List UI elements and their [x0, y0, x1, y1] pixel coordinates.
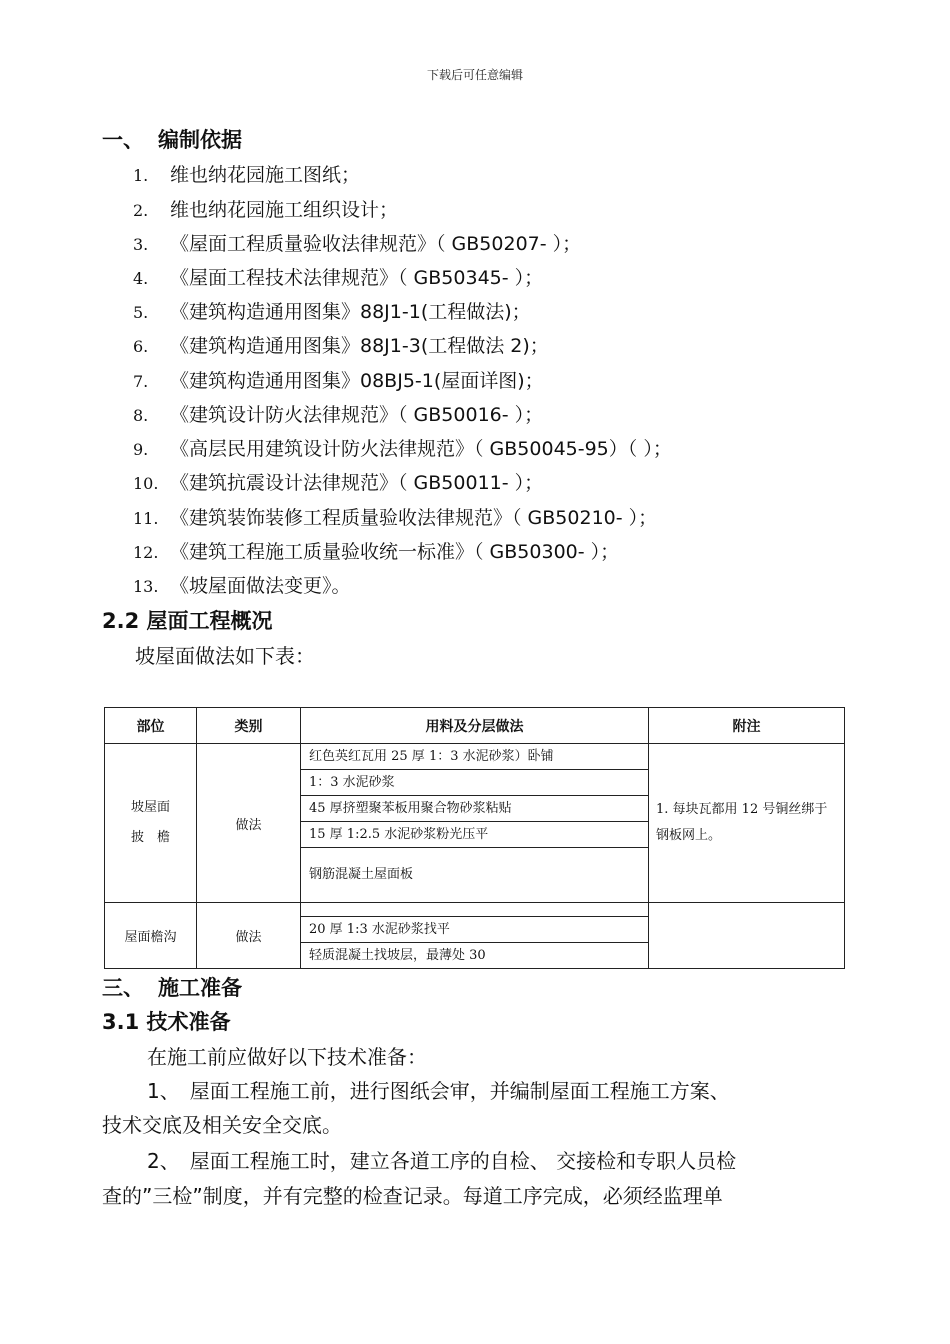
- item-text: 《坡屋面做法变更》。: [170, 575, 351, 597]
- paragraph-line: 1、 屋面工程施工前，进行图纸会审，并编制屋面工程施工方案、: [147, 1079, 730, 1103]
- item-number: 7.: [133, 372, 149, 391]
- item-number: 11.: [133, 509, 159, 528]
- item-text: 维也纳花园施工图纸；: [170, 164, 361, 186]
- list-item: [133, 434, 672, 461]
- item-number: 10.: [133, 474, 159, 493]
- item-number: 3.: [133, 235, 149, 254]
- item-text: 《高层民用建筑设计防火法律规范》（ GB50045-95）（ ）；: [170, 438, 672, 460]
- item-text: 维也纳花园施工组织设计；: [170, 199, 399, 221]
- item-number: 4.: [133, 269, 149, 288]
- paragraph-intro: 在施工前应做好以下技术准备：: [147, 1045, 427, 1069]
- paragraph-line: 技术交底及相关安全交底。: [102, 1113, 342, 1137]
- note-cell: 1. 每块瓦都用 12 号铜丝绑于钢板网上。: [649, 744, 845, 903]
- layer-item: 钢筋混凝土屋面板: [309, 867, 414, 882]
- table-intro: 坡屋面做法如下表：: [135, 644, 315, 668]
- item-number: 1.: [133, 166, 149, 185]
- layers-cell: [301, 903, 649, 969]
- item-number: 8.: [133, 406, 149, 425]
- item-number: 12.: [133, 543, 159, 562]
- layers-cell: [301, 744, 649, 903]
- list-item: [133, 366, 544, 393]
- layer-item: 15 厚 1:2.5 水泥砂浆粉光压平: [301, 822, 648, 848]
- section-title: 施工准备: [158, 976, 242, 1000]
- table-row: [105, 744, 845, 903]
- list-item: [133, 297, 531, 324]
- category-cell: 做法: [197, 744, 301, 903]
- header-note: 附注: [649, 708, 845, 744]
- part-cell: [105, 744, 197, 903]
- list-item: [133, 503, 657, 530]
- item-text: 《建筑构造通用图集》08BJ5-1(屋面详图)；: [170, 370, 544, 392]
- list-item: [133, 331, 549, 358]
- item-text: 《建筑构造通用图集》88J1-3(工程做法 2)；: [170, 335, 549, 357]
- item-number: 13.: [133, 577, 159, 596]
- layer-item: 轻质混凝土找坡层，最薄处 30: [309, 948, 486, 963]
- section-number: 三、: [102, 976, 144, 1000]
- layer-item: 20 厚 1:3 水泥砂浆找平: [301, 917, 648, 943]
- list-item: [133, 263, 543, 290]
- layer-item: [301, 903, 648, 917]
- header-layers: 用料及分层做法: [301, 708, 649, 744]
- item-number: 5.: [133, 303, 149, 322]
- paragraph-line: 查的”三检”制度，并有完整的检查记录。每道工序完成，必须经监理单: [102, 1184, 723, 1208]
- note-cell: [649, 903, 845, 969]
- section-number: 一、: [102, 128, 144, 152]
- item-number: 9.: [133, 440, 149, 459]
- roof-method-table: [104, 707, 845, 969]
- table-header-row: [105, 708, 845, 744]
- item-number: 6.: [133, 337, 149, 356]
- layer-item: 红色英红瓦用 25 厚 1：3 水泥砂浆）卧铺: [301, 744, 648, 770]
- layer-item: 45 厚挤塑聚苯板用聚合物砂浆粘贴: [301, 796, 648, 822]
- item-text: 《建筑抗震设计法律规范》（ GB50011- ）；: [170, 472, 544, 494]
- list-item: [133, 195, 398, 222]
- part-line: 披 檐: [130, 830, 170, 845]
- list-item: [133, 400, 543, 427]
- item-text: 《屋面工程技术法律规范》（ GB50345- ）；: [170, 267, 544, 289]
- paragraph-line: 2、 屋面工程施工时，建立各道工序的自检、 交接检和专职人员检: [147, 1149, 737, 1173]
- category-cell: 做法: [197, 903, 301, 969]
- part-cell: 屋面檐沟: [105, 903, 197, 969]
- list-item: [133, 571, 351, 598]
- item-text: 《建筑工程施工质量验收统一标准》（ GB50300- ）；: [170, 541, 620, 563]
- table-row: [105, 903, 845, 969]
- download-note: 下载后可任意编辑: [426, 68, 523, 82]
- item-text: 《屋面工程质量验收法律规范》（ GB50207- ）；: [170, 233, 582, 255]
- item-text: 《建筑设计防火法律规范》（ GB50016- ）；: [170, 404, 544, 426]
- item-text: 《建筑装饰装修工程质量验收法律规范》（ GB50210- ）；: [170, 507, 658, 529]
- list-item: [133, 537, 619, 564]
- list-item: [133, 160, 360, 187]
- header-category: 类别: [197, 708, 301, 744]
- header-part: 部位: [105, 708, 197, 744]
- section-heading-2-2: 2.2 屋面工程概况: [102, 609, 273, 633]
- section-heading-1: [102, 124, 242, 154]
- section-title: 编制依据: [158, 128, 242, 152]
- item-number: 2.: [133, 201, 149, 220]
- part-line: 坡屋面: [130, 800, 170, 815]
- item-text: 《建筑构造通用图集》88J1-1(工程做法)；: [170, 301, 531, 323]
- list-item: [133, 229, 581, 256]
- section-heading-3-1: 3.1 技术准备: [102, 1010, 231, 1034]
- section-heading-3: [102, 972, 242, 1002]
- layer-item: 1：3 水泥砂浆: [301, 770, 648, 796]
- list-item: [133, 468, 543, 495]
